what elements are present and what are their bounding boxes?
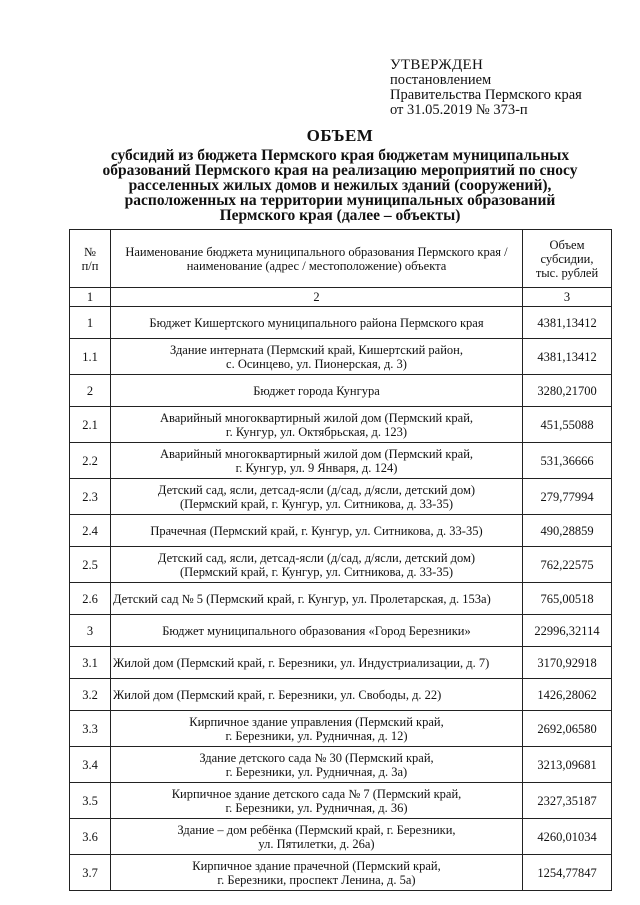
header-sum-line: Объем — [549, 237, 585, 252]
approval-heading: УТВЕРЖДЕН — [390, 57, 484, 73]
row-name-line: г. Березники, проспект Ленина, д. 5а) — [217, 872, 416, 887]
table-row — [70, 855, 612, 891]
subsidy-table — [69, 229, 612, 891]
row-name — [111, 443, 523, 479]
table-row — [70, 407, 612, 443]
table-row — [70, 615, 612, 647]
approval-line: от 31.05.2019 № 373-п — [390, 102, 528, 118]
row-name — [111, 819, 523, 855]
row-value: 2327,35187 — [523, 783, 612, 819]
row-name-line: Детский сад, ясли, детсад-ясли (д/сад, д/ясли, детский дом) — [157, 482, 476, 497]
row-number: 3.2 — [70, 679, 111, 711]
table-row — [70, 443, 612, 479]
row-name-line: г. Кунгур, ул. Октябрьская, д. 123) — [225, 424, 408, 439]
row-name — [111, 615, 523, 647]
table-row — [70, 375, 612, 407]
row-name-line: Жилой дом (Пермский край, г. Березники, ул. Свободы, д. 22) — [113, 687, 442, 702]
row-number: 3.3 — [70, 711, 111, 747]
row-name — [111, 407, 523, 443]
header-name-line: наименование (адрес / местоположение) объекта — [186, 258, 447, 273]
row-name-line: Детский сад, ясли, детсад-ясли (д/сад, д/ясли, детский дом) — [157, 550, 476, 565]
table-row — [70, 479, 612, 515]
header-sum-line: тыс. рублей — [535, 265, 599, 280]
row-name-line: г. Кунгур, ул. 9 Января, д. 124) — [235, 460, 398, 475]
row-name-line: (Пермский край, г. Кунгур, ул. Ситникова, д. 33-35) — [179, 564, 454, 579]
table-row — [70, 747, 612, 783]
header-num — [70, 230, 111, 288]
row-name-line: Кирпичное здание управления (Пермский край, — [189, 714, 444, 729]
row-number: 3.5 — [70, 783, 111, 819]
row-name-line: с. Осинцево, ул. Пионерская, д. 3) — [226, 356, 407, 371]
row-name — [111, 375, 523, 407]
row-name-line: Бюджет муниципального образования «Город Березники» — [162, 623, 471, 638]
row-name — [111, 547, 523, 583]
table-row — [70, 679, 612, 711]
index-cell: 2 — [111, 288, 523, 307]
approval-line: Правительства Пермского края — [390, 87, 582, 103]
header-name — [111, 230, 523, 288]
table-row — [70, 307, 612, 339]
document-title — [90, 128, 590, 223]
row-number: 2 — [70, 375, 111, 407]
row-number: 3.6 — [70, 819, 111, 855]
row-number: 1.1 — [70, 339, 111, 375]
index-cell: 1 — [70, 288, 111, 307]
row-number: 3.1 — [70, 647, 111, 679]
row-value: 765,00518 — [523, 583, 612, 615]
table-row — [70, 515, 612, 547]
row-name — [111, 711, 523, 747]
title-line: расположенных на территории муниципальных образований — [124, 192, 556, 209]
row-name — [111, 855, 523, 891]
approval-line: постановлением — [390, 72, 492, 88]
table-header-row — [70, 230, 612, 288]
row-name-line: Бюджет города Кунгура — [253, 383, 380, 398]
row-value: 4381,13412 — [523, 307, 612, 339]
title-main: ОБЪЕМ — [306, 126, 374, 145]
row-name-line: г. Березники, ул. Рудничная, д. 36) — [225, 800, 408, 815]
header-sum-line: субсидии, — [540, 251, 594, 266]
table-row — [70, 339, 612, 375]
index-cell: 3 — [523, 288, 612, 307]
table-row — [70, 647, 612, 679]
title-line: Пермского края (далее – объекты) — [219, 207, 461, 224]
row-number: 2.2 — [70, 443, 111, 479]
row-number: 2.4 — [70, 515, 111, 547]
row-number: 2.6 — [70, 583, 111, 615]
title-line: образований Пермского края на реализацию мероприятий по сносу — [102, 162, 578, 179]
row-name — [111, 747, 523, 783]
row-name-line: Жилой дом (Пермский край, г. Березники, ул. Индустриализации, д. 7) — [113, 655, 490, 670]
row-name — [111, 515, 523, 547]
row-name-line: Кирпичное здание прачечной (Пермский край, — [192, 858, 441, 873]
row-name-line: Здание – дом ребёнка (Пермский край, г. Березники, — [177, 822, 456, 837]
row-number: 1 — [70, 307, 111, 339]
row-value: 2692,06580 — [523, 711, 612, 747]
row-value: 4260,01034 — [523, 819, 612, 855]
table-row — [70, 819, 612, 855]
row-number: 2.1 — [70, 407, 111, 443]
row-name-line: (Пермский край, г. Кунгур, ул. Ситникова, д. 33-35) — [179, 496, 454, 511]
table-row — [70, 783, 612, 819]
row-value: 3213,09681 — [523, 747, 612, 783]
row-name — [111, 479, 523, 515]
row-value: 762,22575 — [523, 547, 612, 583]
row-number: 3.7 — [70, 855, 111, 891]
row-name-line: Здание интерната (Пермский край, Кишертский район, — [170, 342, 463, 357]
row-number: 2.3 — [70, 479, 111, 515]
table-row — [70, 583, 612, 615]
row-number: 3.4 — [70, 747, 111, 783]
row-value: 3280,21700 — [523, 375, 612, 407]
row-name — [111, 307, 523, 339]
row-name-line: Детский сад № 5 (Пермский край, г. Кунгур, ул. Пролетарская, д. 153а) — [113, 591, 491, 606]
approval-stamp — [390, 58, 630, 118]
row-name-line: ул. Пятилетки, д. 26а) — [258, 836, 375, 851]
row-value: 22996,32114 — [523, 615, 612, 647]
row-name-line: г. Березники, ул. Рудничная, д. 3а) — [225, 764, 408, 779]
row-value: 4381,13412 — [523, 339, 612, 375]
table-row — [70, 711, 612, 747]
row-value: 531,36666 — [523, 443, 612, 479]
title-line: расселенных жилых домов и нежилых зданий (сооружений), — [128, 177, 552, 194]
row-number: 3 — [70, 615, 111, 647]
row-name — [111, 583, 523, 615]
row-name — [111, 679, 523, 711]
header-num-line: п/п — [81, 258, 99, 273]
row-value: 451,55088 — [523, 407, 612, 443]
header-num-line: № — [84, 244, 96, 259]
row-name — [111, 647, 523, 679]
row-name — [111, 339, 523, 375]
row-value: 1426,28062 — [523, 679, 612, 711]
row-name-line: Кирпичное здание детского сада № 7 (Пермский край, — [171, 786, 462, 801]
title-line: субсидий из бюджета Пермского края бюджетам муниципальных — [110, 147, 570, 164]
table-index-row — [70, 288, 612, 307]
row-number: 2.5 — [70, 547, 111, 583]
row-name — [111, 783, 523, 819]
header-sum — [523, 230, 612, 288]
table-row — [70, 547, 612, 583]
row-name-line: Аварийный многоквартирный жилой дом (Пермский край, — [159, 410, 474, 425]
row-value: 1254,77847 — [523, 855, 612, 891]
row-name-line: Здание детского сада № 30 (Пермский край, — [199, 750, 434, 765]
row-name-line: Прачечная (Пермский край, г. Кунгур, ул. Ситникова, д. 33-35) — [150, 523, 483, 538]
row-value: 490,28859 — [523, 515, 612, 547]
row-value: 279,77994 — [523, 479, 612, 515]
row-name-line: г. Березники, ул. Рудничная, д. 12) — [225, 728, 408, 743]
row-name-line: Аварийный многоквартирный жилой дом (Пермский край, — [159, 446, 474, 461]
header-name-line: Наименование бюджета муниципального образования Пермского края / — [125, 244, 508, 259]
row-name-line: Бюджет Кишертского муниципального района Пермского края — [149, 315, 484, 330]
row-value: 3170,92918 — [523, 647, 612, 679]
